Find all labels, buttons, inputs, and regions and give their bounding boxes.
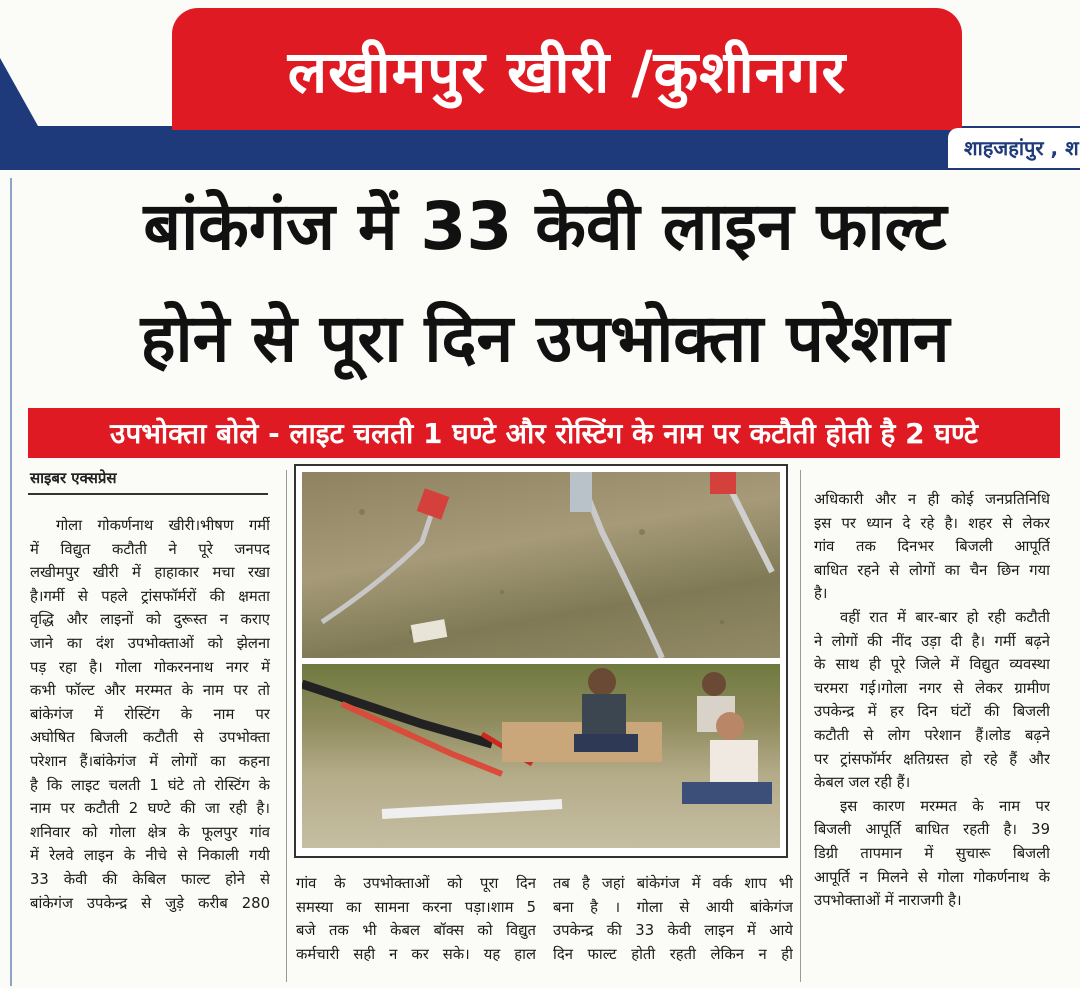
article-line: डिग्री तापमान में सुचारू बिजली	[814, 844, 1050, 862]
article-line: समस्या का सामना करना पड़ा।शाम 5	[296, 898, 536, 916]
byline: साइबर एक्सप्रेस	[30, 469, 117, 487]
column-separator	[286, 470, 287, 982]
article-line: है।गर्मी से पहले ट्रांसफॉर्मरों की क्षमता	[30, 587, 270, 605]
article-line: बांकेगंज उपकेन्द्र से जुड़े करीब 280	[30, 894, 270, 912]
masthead-diagonal	[0, 58, 38, 126]
article-line: है।	[814, 585, 828, 603]
article-line: कभी फॉल्ट और मरम्मत के नाम पर तो	[30, 682, 270, 700]
article-line: वृद्धि और लाइनों को दुरूस्त न कराए	[30, 611, 270, 629]
article-line: अघोषित बिजली कटौती से उपभोक्ता	[30, 729, 270, 747]
article-column-3	[553, 872, 793, 966]
article-column-4	[814, 488, 1050, 913]
article-column-2	[296, 872, 536, 966]
article-line: शनिवार को गोला क्षेत्र के फूलपुर गांव	[30, 823, 270, 841]
article-line: कटौती से लोग परेशान हैं।लोड बढ़ने	[814, 726, 1050, 744]
article-line: उपभोक्ताओं में नाराजगी है।	[814, 892, 962, 910]
article-line: के साथ ही पूरे जिले में विद्युत व्यवस्था	[814, 656, 1050, 674]
workers-illustration	[302, 664, 780, 848]
article-line: गोला गोकर्णनाथ खीरी।भीषण गर्मी	[56, 517, 270, 534]
article-line: जाने का दंश उपभोक्ताओं को झेलना	[30, 634, 270, 652]
article-line: ने लोगों की नींद उड़ा दी है। गर्मी बढ़ने	[814, 632, 1050, 650]
article-line: बजे तक भी केबल बॉक्स को विद्युत	[296, 922, 536, 940]
article-line: नाम पर कटौती 2 घण्टे की जा रही है।	[30, 800, 270, 818]
cable-ground-illustration	[302, 472, 780, 658]
masthead-band	[0, 126, 1080, 170]
article-line: उपकेन्द्र की 33 केवी लाइन में आये	[553, 922, 793, 940]
workers-repair-photo	[302, 664, 780, 848]
column-separator	[800, 470, 801, 982]
cable-fault-photo	[302, 472, 780, 658]
article-line: है कि लाइट चलती 1 घंटे तो रोस्टिंग के	[30, 776, 270, 794]
article-line: बिजली आपूर्ति बाधित रहती है। 39	[814, 821, 1050, 839]
article-line: इस पर ध्यान दे रहे है। शहर से लेकर	[814, 514, 1050, 532]
article-line: उपकेन्द्र में हर दिन घंटों की बिजली	[814, 703, 1050, 721]
subheadline-text: उपभोक्ता बोले - लाइट चलती 1 घण्टे और रोस्टिंग के नाम पर कटौती होती है 2 घण्टे	[109, 417, 979, 450]
article-line: बना है । गोला से आयी बांकेगंज	[553, 898, 793, 916]
article-line: बाधित रहने से लोगों का चैन छिन गया	[814, 561, 1050, 579]
article-line: आपूर्ति न मिलने से गोला गोकर्णनाथ के	[814, 868, 1050, 886]
article-line: परेशान हैं।बांकेगंज में लोगों का कहना	[30, 752, 270, 770]
article-line: पड़ रहा है। गोला गोकरननाथ नगर में	[30, 658, 270, 676]
news-photo-frame	[294, 464, 788, 858]
article-line: कर्मचारी सही न कर सके। यह हाल	[296, 945, 536, 963]
article-line: केबल जल रही हैं।	[814, 774, 911, 792]
left-border-rule	[10, 178, 12, 986]
headline-line-2: होने से पूरा दिन उपभोक्ता परेशान	[140, 300, 950, 377]
article-line: तब है जहां बांकेगंज में वर्क शाप भी	[553, 875, 793, 892]
article-line: लखीमपुर खीरी में हाहाकार मचा रखा	[30, 564, 270, 582]
article-line: दिन फाल्ट होती रहती लेकिन न ही	[553, 945, 793, 963]
article-line: इस कारण मरम्मत के नाम पर	[840, 797, 1050, 815]
article-line: वहीं रात में बार-बार हो रही कटौती	[840, 608, 1050, 626]
article-line: 33 केवी की केबिल फाल्ट होने से	[30, 870, 270, 888]
article-line: गांव के उपभोक्ताओं को पूरा दिन	[296, 875, 536, 892]
region-banner	[172, 8, 962, 130]
region-title: लखीमपुर खीरी /कुशीनगर	[287, 37, 847, 106]
article-line: में विद्युत कटौती ने पूरे जनपद	[30, 540, 270, 558]
subheadline	[28, 408, 1060, 458]
byline-rule	[28, 493, 268, 495]
article-line: बांकेगंज में रोस्टिंग के नाम पर	[30, 705, 270, 723]
headline-line-1: बांकेगंज में 33 केवी लाइन फाल्ट	[143, 188, 947, 265]
article-line: में रेलवे लाइन के नीचे से निकाली गयी	[30, 847, 270, 865]
article-line: चरमरा गई।गोला नगर से लेकर ग्रामीण	[814, 679, 1050, 697]
article-line: अधिकारी और न ही कोई जनप्रतिनिधि	[814, 491, 1050, 508]
city-tag: शाहजहांपुर , श	[948, 128, 1080, 168]
article-line: पर ट्रांसफॉर्मर क्षतिग्रस्त हो रहे हैं और	[814, 750, 1050, 768]
article-line: गांव तक दिनभर बिजली आपूर्ति	[814, 538, 1050, 556]
article-column-1	[30, 514, 270, 915]
